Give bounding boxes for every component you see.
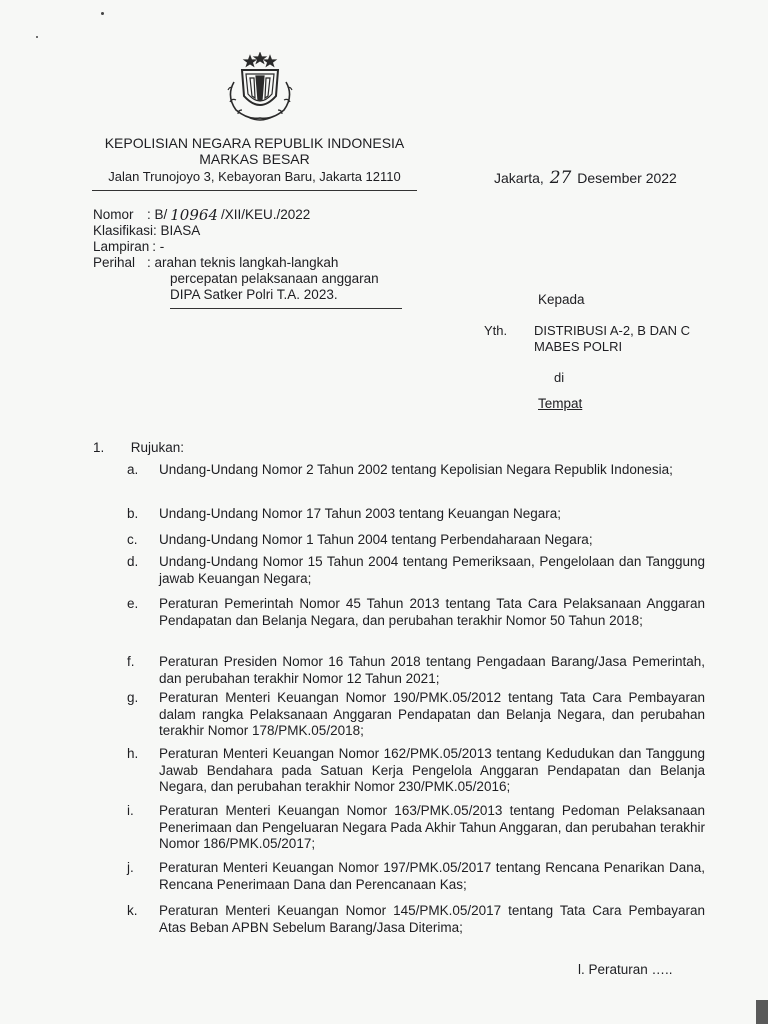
- list-item-letter: a.: [127, 462, 139, 477]
- list-item-text: Peraturan Menteri Keuangan Nomor 145/PMK.05/2017 tentang Tata Cara Pembayaran Atas Beban APBN Sebelum Barang/Jasa Diterima;: [159, 903, 705, 935]
- list-item-text: Undang-Undang Nomor 1 Tahun 2004 tentang Perbendaharaan Negara;: [159, 532, 593, 547]
- recipient-tempat: Tempat: [538, 396, 583, 411]
- list-item-text: Peraturan Pemerintah Nomor 45 Tahun 2013 tentang Tata Cara Pelaksanaan Anggaran Pendapatan dan Belanja Negara, dan perubahan terakhir Nomor 50 Tahun 2018;: [159, 596, 705, 628]
- nomor-handwritten: 10964: [170, 206, 218, 224]
- list-item: [127, 554, 705, 587]
- scan-edge: [756, 1000, 768, 1024]
- section-number: 1.: [93, 440, 105, 455]
- letterhead-rule: [92, 190, 417, 191]
- list-item-text: Peraturan Menteri Keuangan Nomor 190/PMK.05/2012 tentang Tata Cara Pembayaran dalam rangka Pelaksanaan Anggaran Pendapatan dan Belanja Negara, dan perubahan terakhir Nomor 178/PMK.05/2018;: [159, 690, 705, 738]
- list-item-letter: d.: [127, 554, 139, 569]
- perihal-line3: DIPA Satker Polri T.A. 2023.: [170, 287, 338, 302]
- meta-lampiran: [93, 239, 379, 255]
- list-item-letter: c.: [127, 532, 138, 547]
- list-item-letter: k.: [127, 903, 138, 918]
- org-address: Jalan Trunojoyo 3, Kebayoran Baru, Jakarta 12110: [108, 169, 401, 184]
- perihal-line2: percepatan pelaksanaan anggaran: [170, 271, 379, 286]
- scan-speck: [101, 12, 104, 15]
- list-item: [127, 690, 705, 740]
- list-item-text: Peraturan Menteri Keuangan Nomor 163/PMK.05/2013 tentang Pedoman Pelaksanaan Penerimaan dan Pengeluaran Negara Pada Akhir Tahun Anggaran, dan perubahan terakhir Nomor 186/PMK.05/2017;: [159, 803, 705, 851]
- list-item-text: Undang-Undang Nomor 15 Tahun 2004 tentang Pemeriksaan, Pengelolaan dan Tanggung jawab Keuangan Negara;: [159, 554, 705, 586]
- letter-date: [494, 168, 677, 188]
- list-item-letter: h.: [127, 746, 139, 761]
- perihal-label: Perihal: [93, 255, 136, 270]
- nomor-prefix: : B/: [147, 207, 168, 222]
- klasifikasi-label: Klasifikasi: [93, 223, 154, 238]
- list-item-text: Peraturan Menteri Keuangan Nomor 162/PMK.05/2013 tentang Kedudukan dan Tanggung Jawab Bendahara pada Satuan Kerja Pengelola Anggaran Pendapatan dan Belanja Negara, dan perubahan terakhir Nomor 230/PMK.05/2016;: [159, 746, 705, 794]
- meta-perihal-cont2: [93, 287, 379, 303]
- nomor-suffix: /XII/KEU./2022: [220, 207, 311, 222]
- list-item-letter: e.: [127, 596, 139, 611]
- meta-perihal-cont1: [93, 271, 379, 287]
- list-item: [127, 860, 705, 893]
- perihal-line1: : arahan teknis langkah-langkah: [147, 255, 339, 270]
- list-item: [127, 462, 705, 479]
- list-item: [127, 506, 705, 523]
- recipient-block: [484, 323, 690, 355]
- list-item-text: Peraturan Presiden Nomor 16 Tahun 2018 tentang Pengadaan Barang/Jasa Pemerintah, dan perubahan terakhir Nomor 12 Tahun 2021;: [159, 654, 705, 686]
- polri-emblem-icon: [212, 52, 302, 124]
- list-item: [127, 596, 705, 629]
- recipient-line1: DISTRIBUSI A-2, B DAN C: [534, 323, 691, 338]
- list-item: [127, 654, 705, 687]
- nomor-label: Nomor: [93, 207, 134, 222]
- org-name: KEPOLISIAN NEGARA REPUBLIK INDONESIA: [104, 135, 405, 151]
- letterhead: [92, 135, 417, 185]
- recipient-di: di: [554, 370, 565, 385]
- list-item: [127, 803, 705, 853]
- section-heading: [93, 440, 184, 455]
- list-item-letter: i.: [127, 803, 134, 818]
- list-item: [127, 532, 705, 549]
- recipient-row2: [484, 339, 690, 355]
- meta-klasifikasi: [93, 223, 379, 239]
- letter-meta: [93, 207, 379, 303]
- date-city: Jakarta,: [494, 170, 544, 186]
- list-item-letter: g.: [127, 690, 139, 705]
- list-item-text: Peraturan Menteri Keuangan Nomor 197/PMK.05/2017 tentang Rencana Penarikan Dana, Rencana Penerimaan Dana dan Perencanaan Kas;: [159, 860, 705, 892]
- meta-perihal: [93, 255, 379, 271]
- list-item-text: Undang-Undang Nomor 2 Tahun 2002 tentang Kepolisian Negara Republik Indonesia;: [159, 462, 673, 477]
- list-item-text: Undang-Undang Nomor 17 Tahun 2003 tentang Keuangan Negara;: [159, 506, 562, 521]
- list-item-letter: j.: [127, 860, 134, 875]
- section-title: Rujukan:: [130, 440, 185, 455]
- yth-indent: [484, 339, 534, 355]
- list-item: [127, 903, 705, 936]
- yth-label: Yth.: [484, 323, 508, 338]
- recipient-row1: [484, 323, 690, 339]
- list-item: [127, 746, 705, 796]
- date-day-handwritten: 27: [549, 168, 572, 188]
- meta-nomor: [93, 207, 379, 223]
- date-month-year: Desember 2022: [577, 170, 677, 186]
- recipient-line2: MABES POLRI: [534, 339, 623, 354]
- scan-speck: [36, 36, 38, 38]
- perihal-rule: [170, 308, 402, 309]
- lampiran-value: : -: [152, 239, 165, 254]
- org-unit: MARKAS BESAR: [199, 151, 310, 167]
- list-item-letter: f.: [127, 654, 135, 669]
- klasifikasi-value: : BIASA: [153, 223, 201, 238]
- recipient-kepada: Kepada: [538, 292, 585, 307]
- perihal-indent: [93, 287, 147, 303]
- lampiran-label: Lampiran: [93, 239, 150, 254]
- continuation-marker: l. Peraturan …..: [578, 962, 673, 977]
- list-item-letter: b.: [127, 506, 139, 521]
- perihal-indent: [93, 271, 147, 287]
